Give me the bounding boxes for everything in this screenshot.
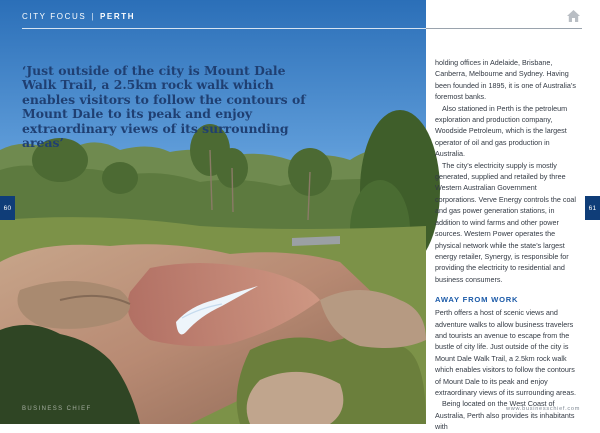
article-column	[435, 57, 579, 433]
header-rule-left	[22, 28, 426, 29]
header-rule-right	[426, 28, 582, 29]
article-paragraph: The city’s electricity supply is mostly generated, supplied and retailed by three Western Australian Government corporations. Verve Energy controls the coal and gas power generation stations, in addition to wind farms and other power sources. Western Power operates the physical network while the state’s largest energy retailer, Synergy, is responsible for providing the electricity to residential and business consumers.	[435, 160, 577, 284]
kicker-separator: |	[91, 12, 95, 21]
kicker-label: CITY FOCUS	[22, 12, 87, 21]
footer-website-link[interactable]: www.businesschief.com	[506, 406, 581, 412]
footer-publication: BUSINESS CHIEF	[22, 406, 92, 412]
article-paragraph: holding offices in Adelaide, Brisbane, Canberra, Melbourne and Sydney. Having been founded in 1895, it is one of Australia’s foremost banks.	[435, 58, 576, 102]
article-paragraph: Being located on the West Coast of Australia, Perth also provides its inhabitants with	[435, 399, 575, 432]
article-paragraph: Also stationed in Perth is the petroleum exploration and production company, Woodside Petroleum, which is the largest operator of oil and gas production in Australia.	[435, 103, 568, 159]
subheading-away-from-work: AWAY FROM WORK	[435, 295, 519, 305]
kicker-section: PERTH	[100, 12, 136, 21]
section-kicker	[22, 12, 135, 21]
home-icon[interactable]	[566, 9, 581, 23]
page-number-left: 60	[0, 196, 15, 220]
page-number-right: 61	[585, 196, 600, 220]
pull-quote: ‘Just outside of the city is Mount Dale Walk Trail, a 2.5km rock walk which enables visitors to follow the contours of Mount Dale to its peak and enjoy extraordinary views of its surrounding areas’	[22, 63, 306, 151]
article-paragraph: Perth offers a host of scenic views and adventure walks to allow business travelers and tourists an avenue to escape from the bustle of city life. Just outside of the city is Mount Dale Walk Trail, a 2.5km rock walk which enables visitors to follow the contours of Mount Dale to its peak and enjoy extraordinary views of its surrounding areas.	[435, 308, 577, 397]
